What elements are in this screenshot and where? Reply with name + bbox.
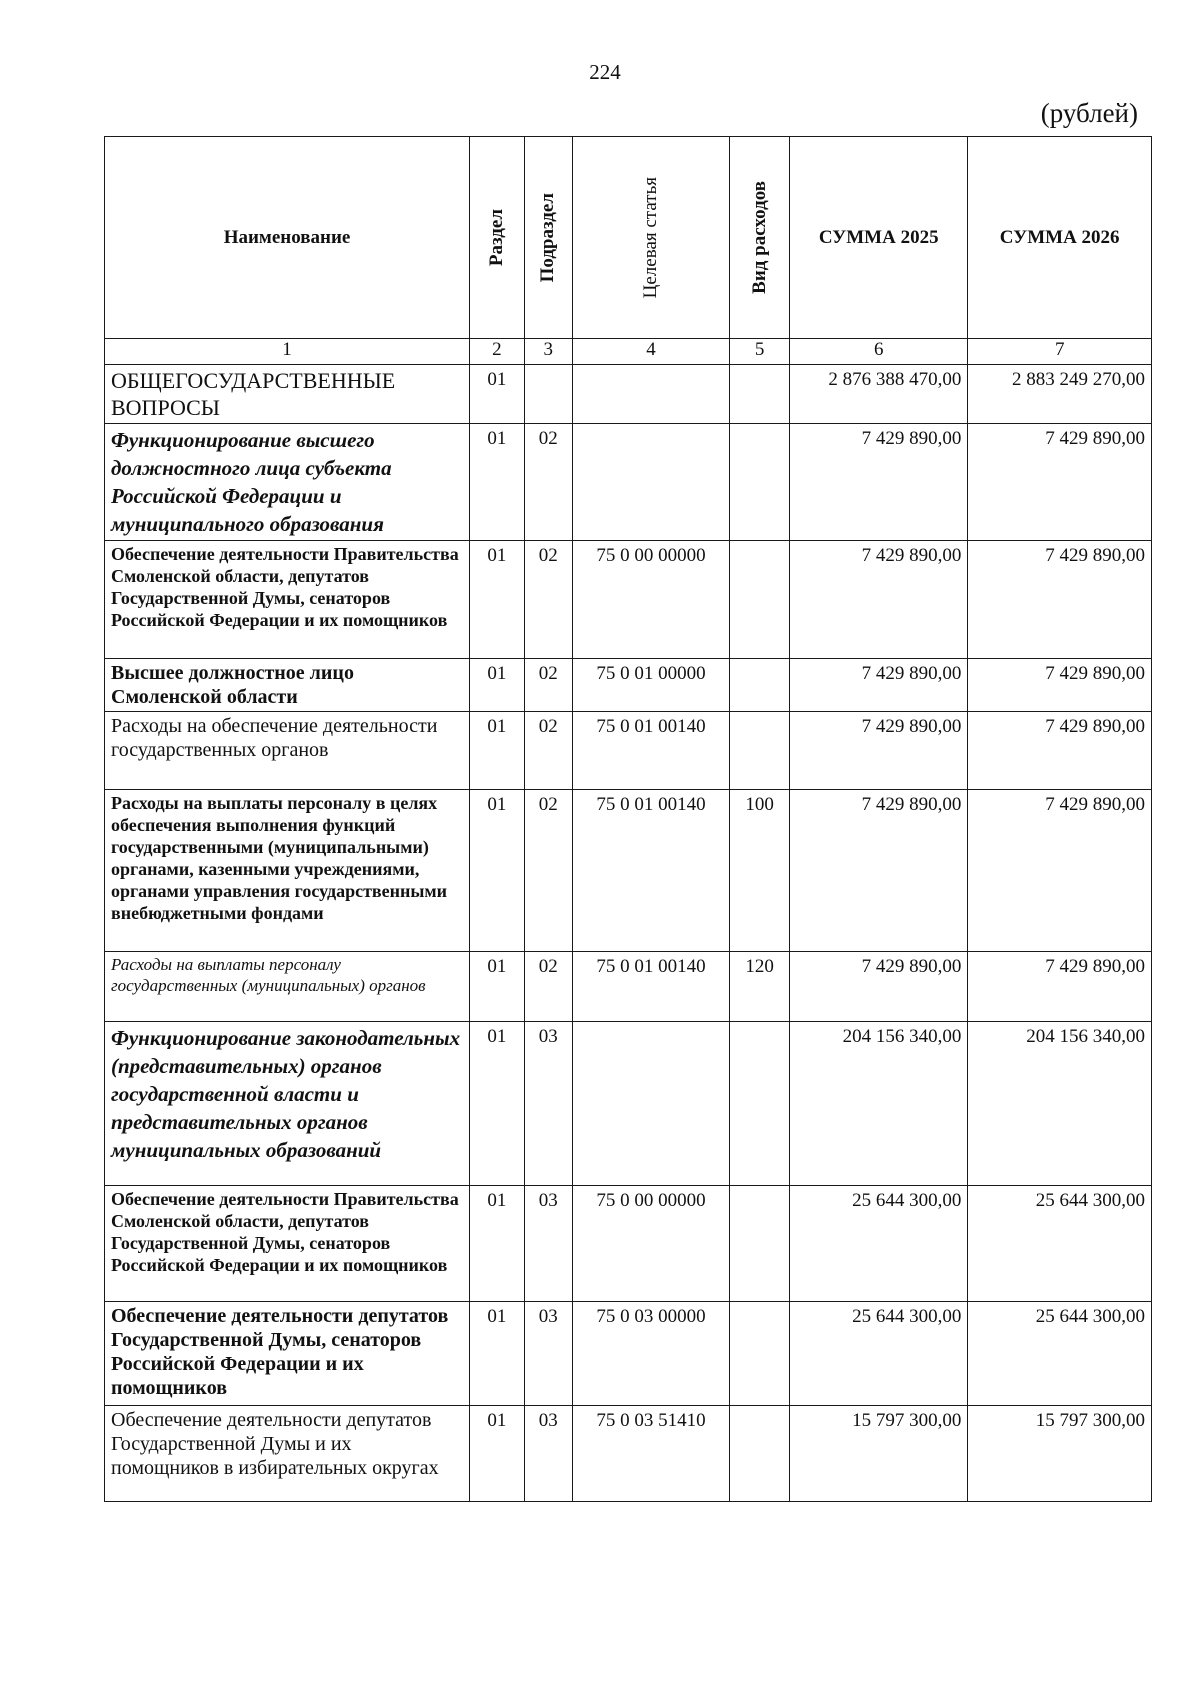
header-sum-2025: СУММА 2025 (790, 137, 968, 339)
row-target: 75 0 03 51410 (572, 1406, 729, 1502)
page-number: 224 (589, 60, 621, 84)
row-podrazdel: 02 (524, 424, 572, 541)
row-razdel: 01 (470, 541, 525, 659)
row-target: 75 0 01 00000 (572, 659, 729, 712)
row-sum-2026: 7 429 890,00 (968, 712, 1152, 790)
row-sum-2026: 7 429 890,00 (968, 952, 1152, 1022)
table-row (105, 952, 1152, 1022)
table-row (105, 659, 1152, 712)
row-target (572, 365, 729, 424)
row-podrazdel: 02 (524, 790, 572, 952)
row-podrazdel: 03 (524, 1406, 572, 1502)
row-sum-2025: 7 429 890,00 (790, 952, 968, 1022)
row-sum-2025: 15 797 300,00 (790, 1406, 968, 1502)
row-name: Обеспечение деятельности Правительства Смоленской области, депутатов Государственной Думы, сенаторов Российской Федерации и их помощников (105, 541, 470, 659)
row-target: 75 0 00 00000 (572, 541, 729, 659)
row-sum-2026: 7 429 890,00 (968, 541, 1152, 659)
row-razdel: 01 (470, 365, 525, 424)
table-row (105, 712, 1152, 790)
row-vid (730, 1022, 790, 1186)
row-podrazdel (524, 365, 572, 424)
row-sum-2025: 7 429 890,00 (790, 541, 968, 659)
header-vid: Вид расходов (730, 137, 790, 339)
row-sum-2025: 204 156 340,00 (790, 1022, 968, 1186)
row-razdel: 01 (470, 1022, 525, 1186)
header-name: Наименование (105, 137, 470, 339)
table-row (105, 424, 1152, 541)
row-vid: 100 (730, 790, 790, 952)
header-sum-2026: СУММА 2026 (968, 137, 1152, 339)
row-target: 75 0 03 00000 (572, 1302, 729, 1406)
row-target (572, 424, 729, 541)
budget-table (104, 136, 1152, 1502)
row-target: 75 0 01 00140 (572, 712, 729, 790)
row-vid (730, 1406, 790, 1502)
table-row (105, 541, 1152, 659)
row-name: Расходы на выплаты персоналу государственных (муниципальных) органов (105, 952, 470, 1022)
row-sum-2026: 7 429 890,00 (968, 790, 1152, 952)
header-podrazdel: Подраздел (524, 137, 572, 339)
row-podrazdel: 02 (524, 541, 572, 659)
row-target: 75 0 01 00140 (572, 790, 729, 952)
row-sum-2026: 25 644 300,00 (968, 1302, 1152, 1406)
column-number: 1 (105, 339, 470, 365)
table-row (105, 1302, 1152, 1406)
row-razdel: 01 (470, 1406, 525, 1502)
row-name: Обеспечение деятельности депутатов Государственной Думы, сенаторов Российской Федерации и их помощников (105, 1302, 470, 1406)
row-podrazdel: 03 (524, 1186, 572, 1302)
column-number: 5 (730, 339, 790, 365)
row-podrazdel: 03 (524, 1022, 572, 1186)
row-sum-2025: 2 876 388 470,00 (790, 365, 968, 424)
column-number: 4 (572, 339, 729, 365)
row-name: Высшее должностное лицо Смоленской области (105, 659, 470, 712)
table-row (105, 1186, 1152, 1302)
row-target (572, 1022, 729, 1186)
row-razdel: 01 (470, 659, 525, 712)
row-vid: 120 (730, 952, 790, 1022)
row-podrazdel: 03 (524, 1302, 572, 1406)
column-number: 6 (790, 339, 968, 365)
column-number-row (105, 339, 1152, 365)
row-vid (730, 712, 790, 790)
row-name: Расходы на обеспечение деятельности государственных органов (105, 712, 470, 790)
row-podrazdel: 02 (524, 659, 572, 712)
table-row (105, 365, 1152, 424)
row-name: Расходы на выплаты персоналу в целях обеспечения выполнения функций государственными (муниципальными) органами, казенными учреждениями, органами управления государственными внебюджетными фондами (105, 790, 470, 952)
row-target: 75 0 01 00140 (572, 952, 729, 1022)
row-sum-2025: 7 429 890,00 (790, 659, 968, 712)
row-sum-2026: 7 429 890,00 (968, 424, 1152, 541)
row-razdel: 01 (470, 952, 525, 1022)
row-vid (730, 541, 790, 659)
unit-label: (рублей) (1040, 98, 1138, 128)
row-vid (730, 1302, 790, 1406)
row-sum-2025: 7 429 890,00 (790, 790, 968, 952)
header-target: Целевая статья (572, 137, 729, 339)
row-sum-2025: 7 429 890,00 (790, 712, 968, 790)
row-vid (730, 424, 790, 541)
row-sum-2026: 7 429 890,00 (968, 659, 1152, 712)
row-sum-2026: 25 644 300,00 (968, 1186, 1152, 1302)
row-sum-2025: 25 644 300,00 (790, 1302, 968, 1406)
row-razdel: 01 (470, 424, 525, 541)
column-number: 7 (968, 339, 1152, 365)
row-razdel: 01 (470, 1302, 525, 1406)
row-razdel: 01 (470, 712, 525, 790)
row-name: Обеспечение деятельности Правительства Смоленской области, депутатов Государственной Думы, сенаторов Российской Федерации и их помощников (105, 1186, 470, 1302)
row-vid (730, 365, 790, 424)
header-razdel: Раздел (470, 137, 525, 339)
table-row (105, 1406, 1152, 1502)
row-podrazdel: 02 (524, 712, 572, 790)
row-razdel: 01 (470, 790, 525, 952)
row-podrazdel: 02 (524, 952, 572, 1022)
row-name: ОБЩЕГОСУДАРСТВЕННЫЕ ВОПРОСЫ (105, 365, 470, 424)
column-number: 2 (470, 339, 525, 365)
row-vid (730, 659, 790, 712)
table-body (105, 365, 1152, 1502)
row-sum-2025: 7 429 890,00 (790, 424, 968, 541)
row-razdel: 01 (470, 1186, 525, 1302)
row-target: 75 0 00 00000 (572, 1186, 729, 1302)
row-vid (730, 1186, 790, 1302)
row-name: Обеспечение деятельности депутатов Государственной Думы и их помощников в избирательных округах (105, 1406, 470, 1502)
row-sum-2026: 2 883 249 270,00 (968, 365, 1152, 424)
table-row (105, 790, 1152, 952)
row-name: Функционирование высшего должностного лица субъекта Российской Федерации и муниципального образования (105, 424, 470, 541)
column-number: 3 (524, 339, 572, 365)
row-name: Функционирование законодательных (представительных) органов государственной власти и представительных органов муниципальных образований (105, 1022, 470, 1186)
row-sum-2025: 25 644 300,00 (790, 1186, 968, 1302)
row-sum-2026: 15 797 300,00 (968, 1406, 1152, 1502)
row-sum-2026: 204 156 340,00 (968, 1022, 1152, 1186)
table-row (105, 1022, 1152, 1186)
header-row (105, 137, 1152, 339)
